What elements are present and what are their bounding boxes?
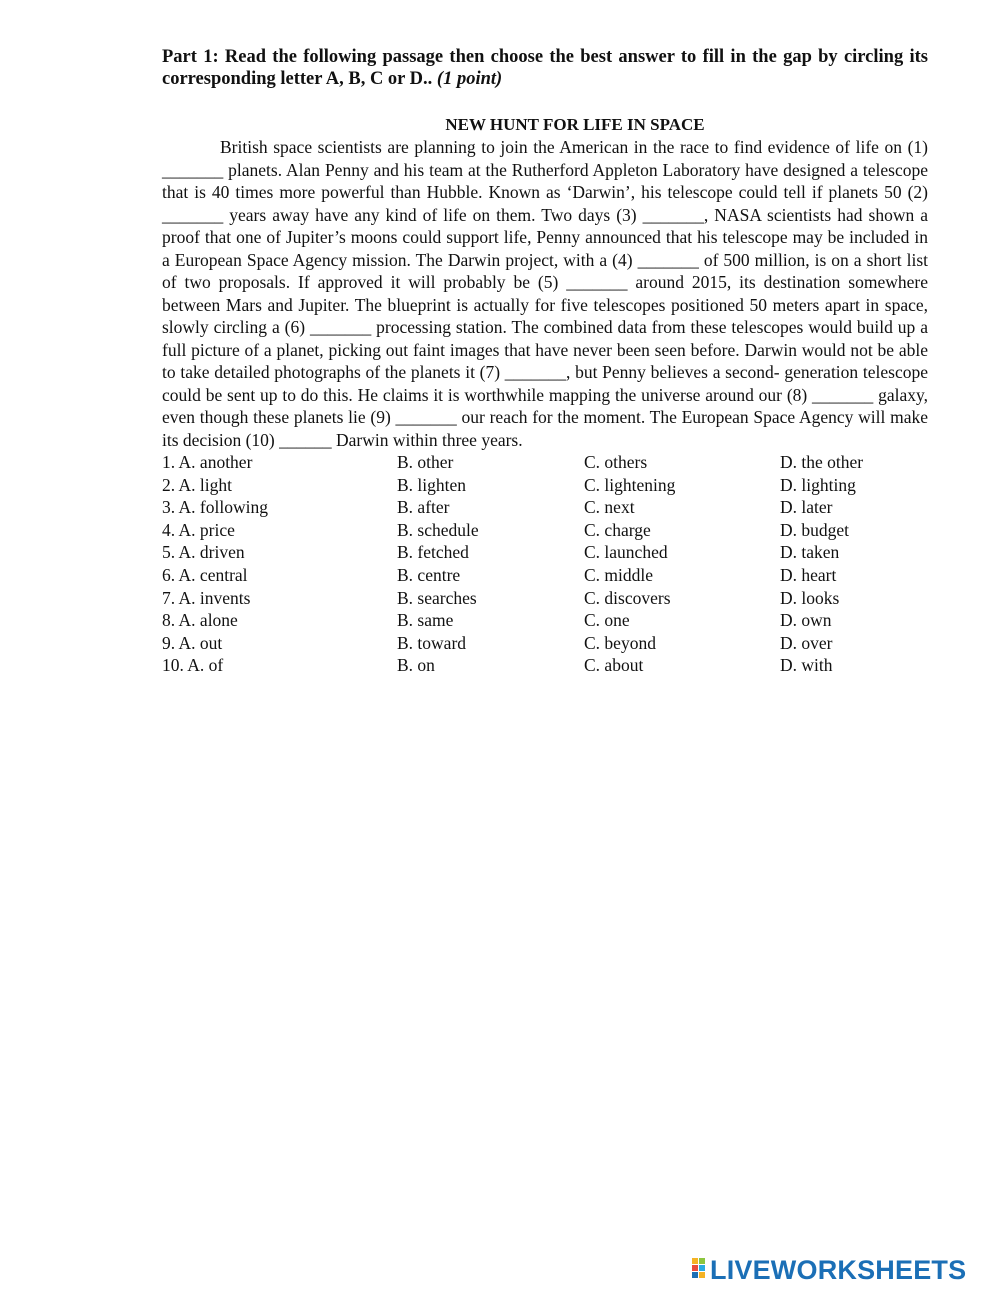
- instruction-points: (1 point): [436, 69, 503, 89]
- option-b[interactable]: B. schedule: [397, 519, 479, 540]
- option-a[interactable]: 10. A. of: [162, 655, 224, 676]
- option-a[interactable]: 5. A. driven: [162, 542, 245, 563]
- option-a[interactable]: 3. A. following: [162, 497, 268, 518]
- option-a[interactable]: 8. A. alone: [162, 610, 238, 631]
- option-a[interactable]: 7. A. invents: [162, 587, 251, 608]
- question-row: [162, 587, 928, 610]
- question-row: [162, 519, 928, 542]
- option-d[interactable]: D. heart: [780, 564, 837, 585]
- option-b[interactable]: B. lighten: [397, 474, 467, 495]
- question-row: [162, 474, 928, 497]
- option-a[interactable]: 9. A. out: [162, 632, 223, 653]
- option-a[interactable]: 1. A. another: [162, 452, 253, 472]
- option-b[interactable]: B. fetched: [397, 542, 469, 563]
- option-c[interactable]: C. charge: [584, 519, 651, 540]
- option-d[interactable]: D. lighting: [780, 474, 856, 495]
- option-a[interactable]: 4. A. price: [162, 519, 235, 540]
- question-row: [162, 632, 928, 655]
- option-a[interactable]: 2. A. light: [162, 474, 233, 495]
- logo-text: LIVEWORKSHEETS: [710, 1255, 967, 1285]
- option-c[interactable]: C. about: [584, 655, 644, 676]
- option-c[interactable]: C. others: [584, 452, 648, 472]
- liveworksheets-logo: [692, 1256, 966, 1284]
- question-row: [162, 609, 928, 632]
- option-c[interactable]: C. next: [584, 497, 635, 518]
- option-c[interactable]: C. lightening: [584, 474, 676, 495]
- option-b[interactable]: B. centre: [397, 564, 461, 585]
- option-d[interactable]: D. looks: [780, 587, 840, 608]
- option-b[interactable]: B. other: [397, 452, 454, 472]
- instruction-text: [162, 46, 928, 90]
- passage-title: NEW HUNT FOR LIFE IN SPACE: [445, 115, 705, 134]
- option-a[interactable]: 6. A. central: [162, 564, 248, 585]
- option-c[interactable]: C. launched: [584, 542, 668, 563]
- answer-options: [162, 451, 928, 677]
- option-d[interactable]: D. the other: [780, 452, 864, 472]
- question-row: [162, 564, 928, 587]
- question-row: [162, 541, 928, 564]
- option-d[interactable]: D. with: [780, 655, 833, 676]
- option-b[interactable]: B. same: [397, 610, 454, 631]
- option-d[interactable]: D. over: [780, 632, 833, 653]
- passage-text: British space scientists are planning to join the American in the race to find evidence of life on (1) _______ planets. Alan Penny and his team at the Rutherford Appleton Laboratory have designed a telescope that is 40 times more powerful than Hubble. Known as ‘Darwin’, his telescope could tell if planets 50 (2) _______ years away have any kind of life on them. Two days (3) _______, NASA scientists had shown a proof that one of Jupiter’s moons could support life, Penny announced that his telescope may be included in a European Space Agency mission. The Darwin project, with a (4) _______ of 500 million, is on a short list of two proposals. If approved it will probably be (5) _______ around 2015, its destination somewhere between Mars and Jupiter. The blueprint is actually for five telescopes positioned 50 meters apart in space, slowly circling a (6) _______ processing station. The combined data from these telescopes would build up a full picture of a planet, picking out faint images that have never been seen before. Darwin would not be able to take detailed photographs of the planets it (7) _______, but Penny believes a second- generation telescope could be sent up to do this. He claims it is worthwhile mapping the universe around our (8) _______ galaxy, even though these planets lie (9) _______ our reach for the moment. The European Space Agency will make its decision (10) ______ Darwin within three years.: [162, 137, 928, 450]
- instruction-body: Part 1: Read the following passage then choose the best answer to fill in the gap by circling its corresponding letter A, B, C or D..: [162, 47, 928, 89]
- liveworksheets-logo-icon: [692, 1258, 706, 1282]
- question-row: [162, 496, 928, 519]
- option-c[interactable]: C. middle: [584, 564, 654, 585]
- option-d[interactable]: D. budget: [780, 519, 850, 540]
- option-c[interactable]: C. beyond: [584, 632, 656, 653]
- option-d[interactable]: D. later: [780, 497, 833, 518]
- option-d[interactable]: D. taken: [780, 542, 840, 563]
- worksheet-page: [162, 46, 928, 677]
- option-b[interactable]: B. on: [397, 655, 435, 676]
- option-b[interactable]: B. after: [397, 497, 450, 518]
- option-b[interactable]: B. toward: [397, 632, 467, 653]
- option-c[interactable]: C. discovers: [584, 587, 671, 608]
- option-d[interactable]: D. own: [780, 610, 832, 631]
- question-row: [162, 654, 928, 677]
- option-b[interactable]: B. searches: [397, 587, 477, 608]
- option-c[interactable]: C. one: [584, 610, 630, 631]
- question-row: [162, 451, 928, 474]
